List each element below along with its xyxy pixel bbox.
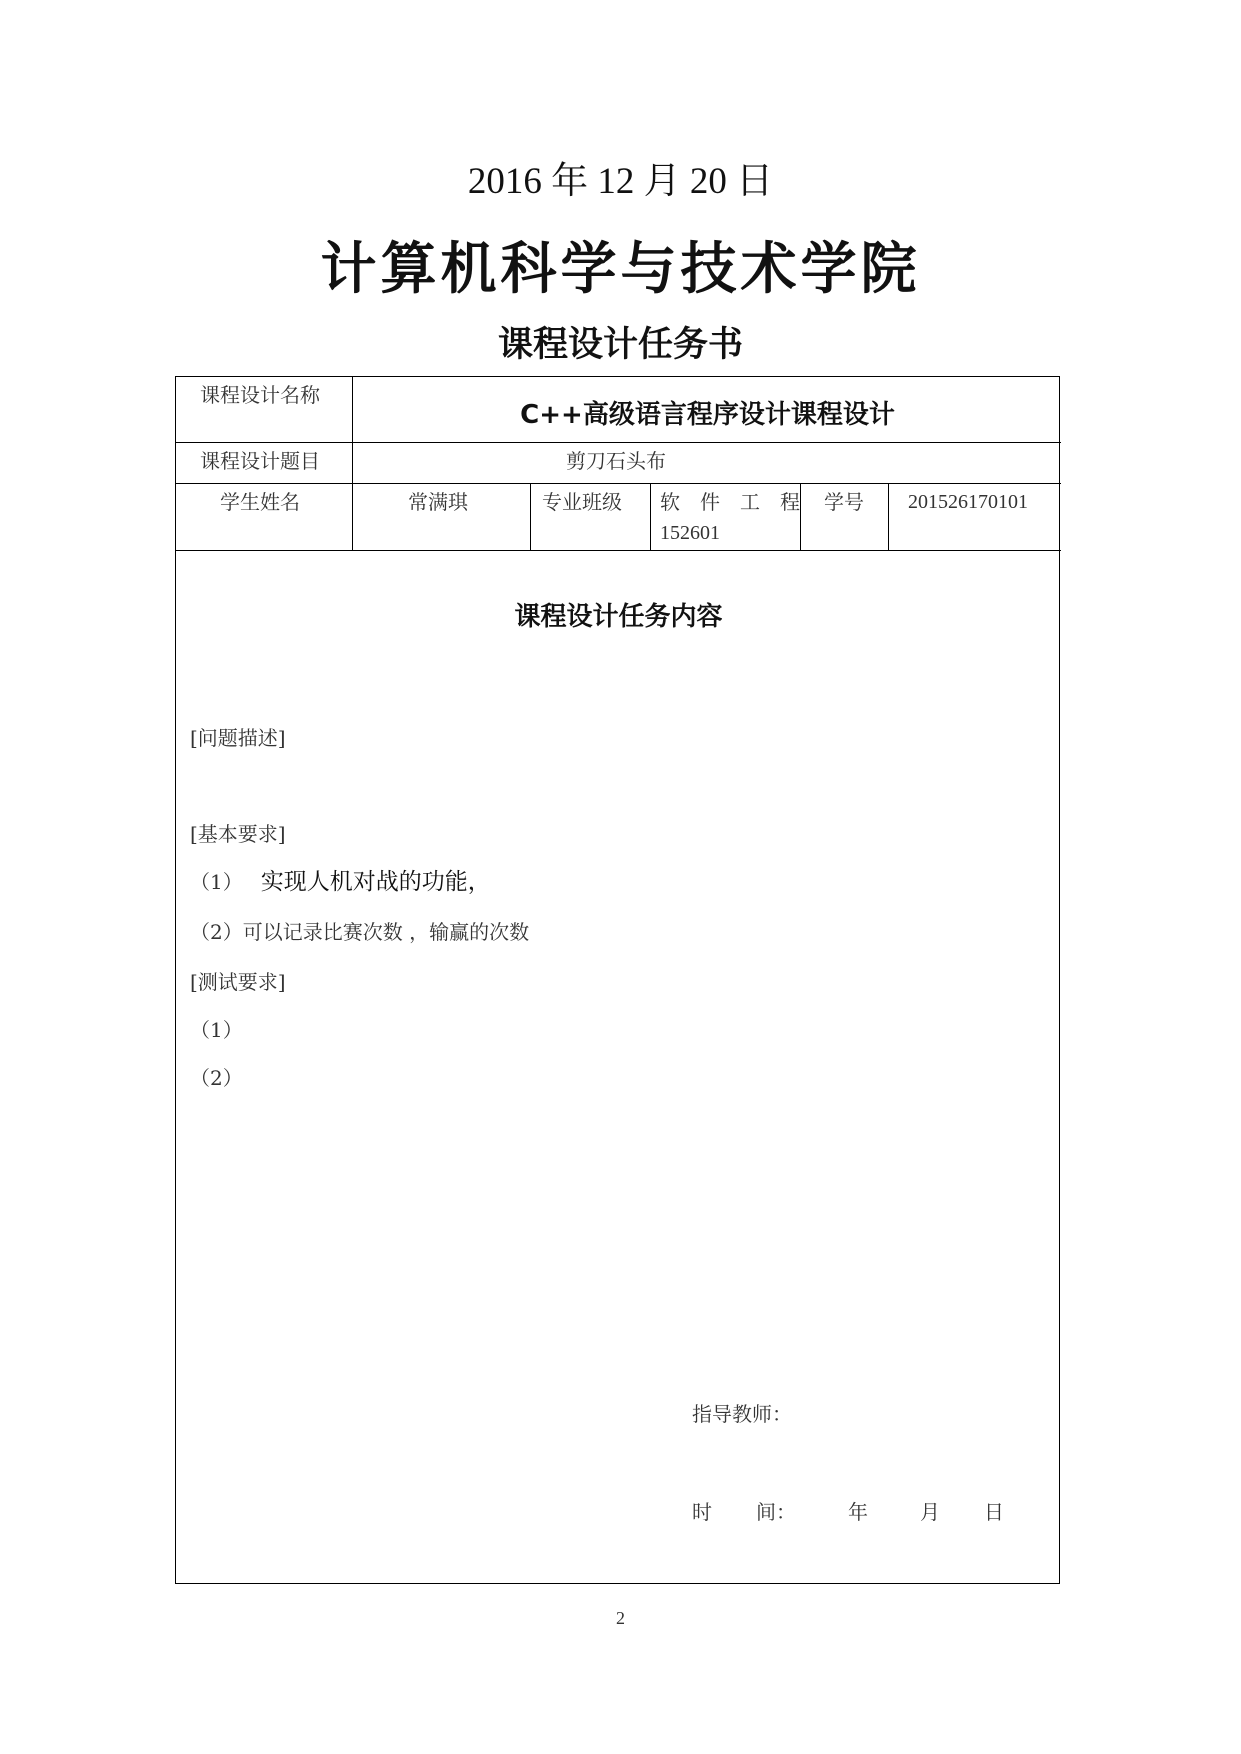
row-divider (176, 442, 1061, 443)
document-title: 课程设计任务书 (497, 325, 743, 365)
column-divider (650, 483, 651, 550)
student-id-label: 学号 (824, 490, 864, 514)
student-name-value: 常满琪 (408, 490, 468, 514)
test-item-2: （2） (190, 1066, 243, 1090)
time-label-1: 时 (692, 1500, 712, 1524)
test-item-1: （1） (190, 1018, 243, 1042)
requirement-item-1 (190, 867, 491, 897)
requirement-1-text: 实现人机对战的功能， (260, 869, 491, 895)
basic-requirements-label: [基本要求] (190, 822, 286, 846)
test-requirements-label: [测试要求] (190, 970, 286, 994)
course-name-value: C++高级语言程序设计课程设计 (520, 400, 895, 430)
document-date: 2016 年 12 月 20 日 (467, 161, 774, 202)
time-label-2: 间： (756, 1500, 796, 1524)
task-content-title: 课程设计任务内容 (514, 602, 723, 632)
problem-description-label: [问题描述] (190, 726, 286, 750)
row-divider (176, 483, 1061, 484)
year-label: 年 (848, 1500, 868, 1524)
requirement-item-2: （2）可以记录比赛次数 ，输赢的次数 (190, 920, 530, 944)
column-divider (352, 377, 353, 550)
row-divider (176, 550, 1061, 551)
course-name-label: 课程设计名称 (200, 383, 320, 407)
day-label: 日 (984, 1500, 1004, 1524)
column-divider (800, 483, 801, 550)
major-class-label: 专业班级 (542, 490, 622, 514)
column-divider (530, 483, 531, 550)
major-class-value-line2: 152601 (660, 522, 720, 544)
time-row (692, 1497, 1004, 1527)
task-table (175, 376, 1060, 1584)
student-id-value: 201526170101 (908, 491, 1028, 513)
topic-label: 课程设计题目 (200, 449, 320, 473)
major-class-value-line1: 软 件 工 程 (660, 490, 800, 514)
month-label: 月 (920, 1500, 940, 1524)
column-divider (888, 483, 889, 550)
page-number: 2 (616, 1608, 625, 1628)
instructor-label: 指导教师： (692, 1402, 792, 1426)
student-name-label: 学生姓名 (220, 490, 300, 514)
topic-value: 剪刀石头布 (566, 449, 666, 473)
school-name: 计算机科学与技术学院 (320, 236, 921, 302)
requirement-1-number: （1） (190, 870, 243, 894)
